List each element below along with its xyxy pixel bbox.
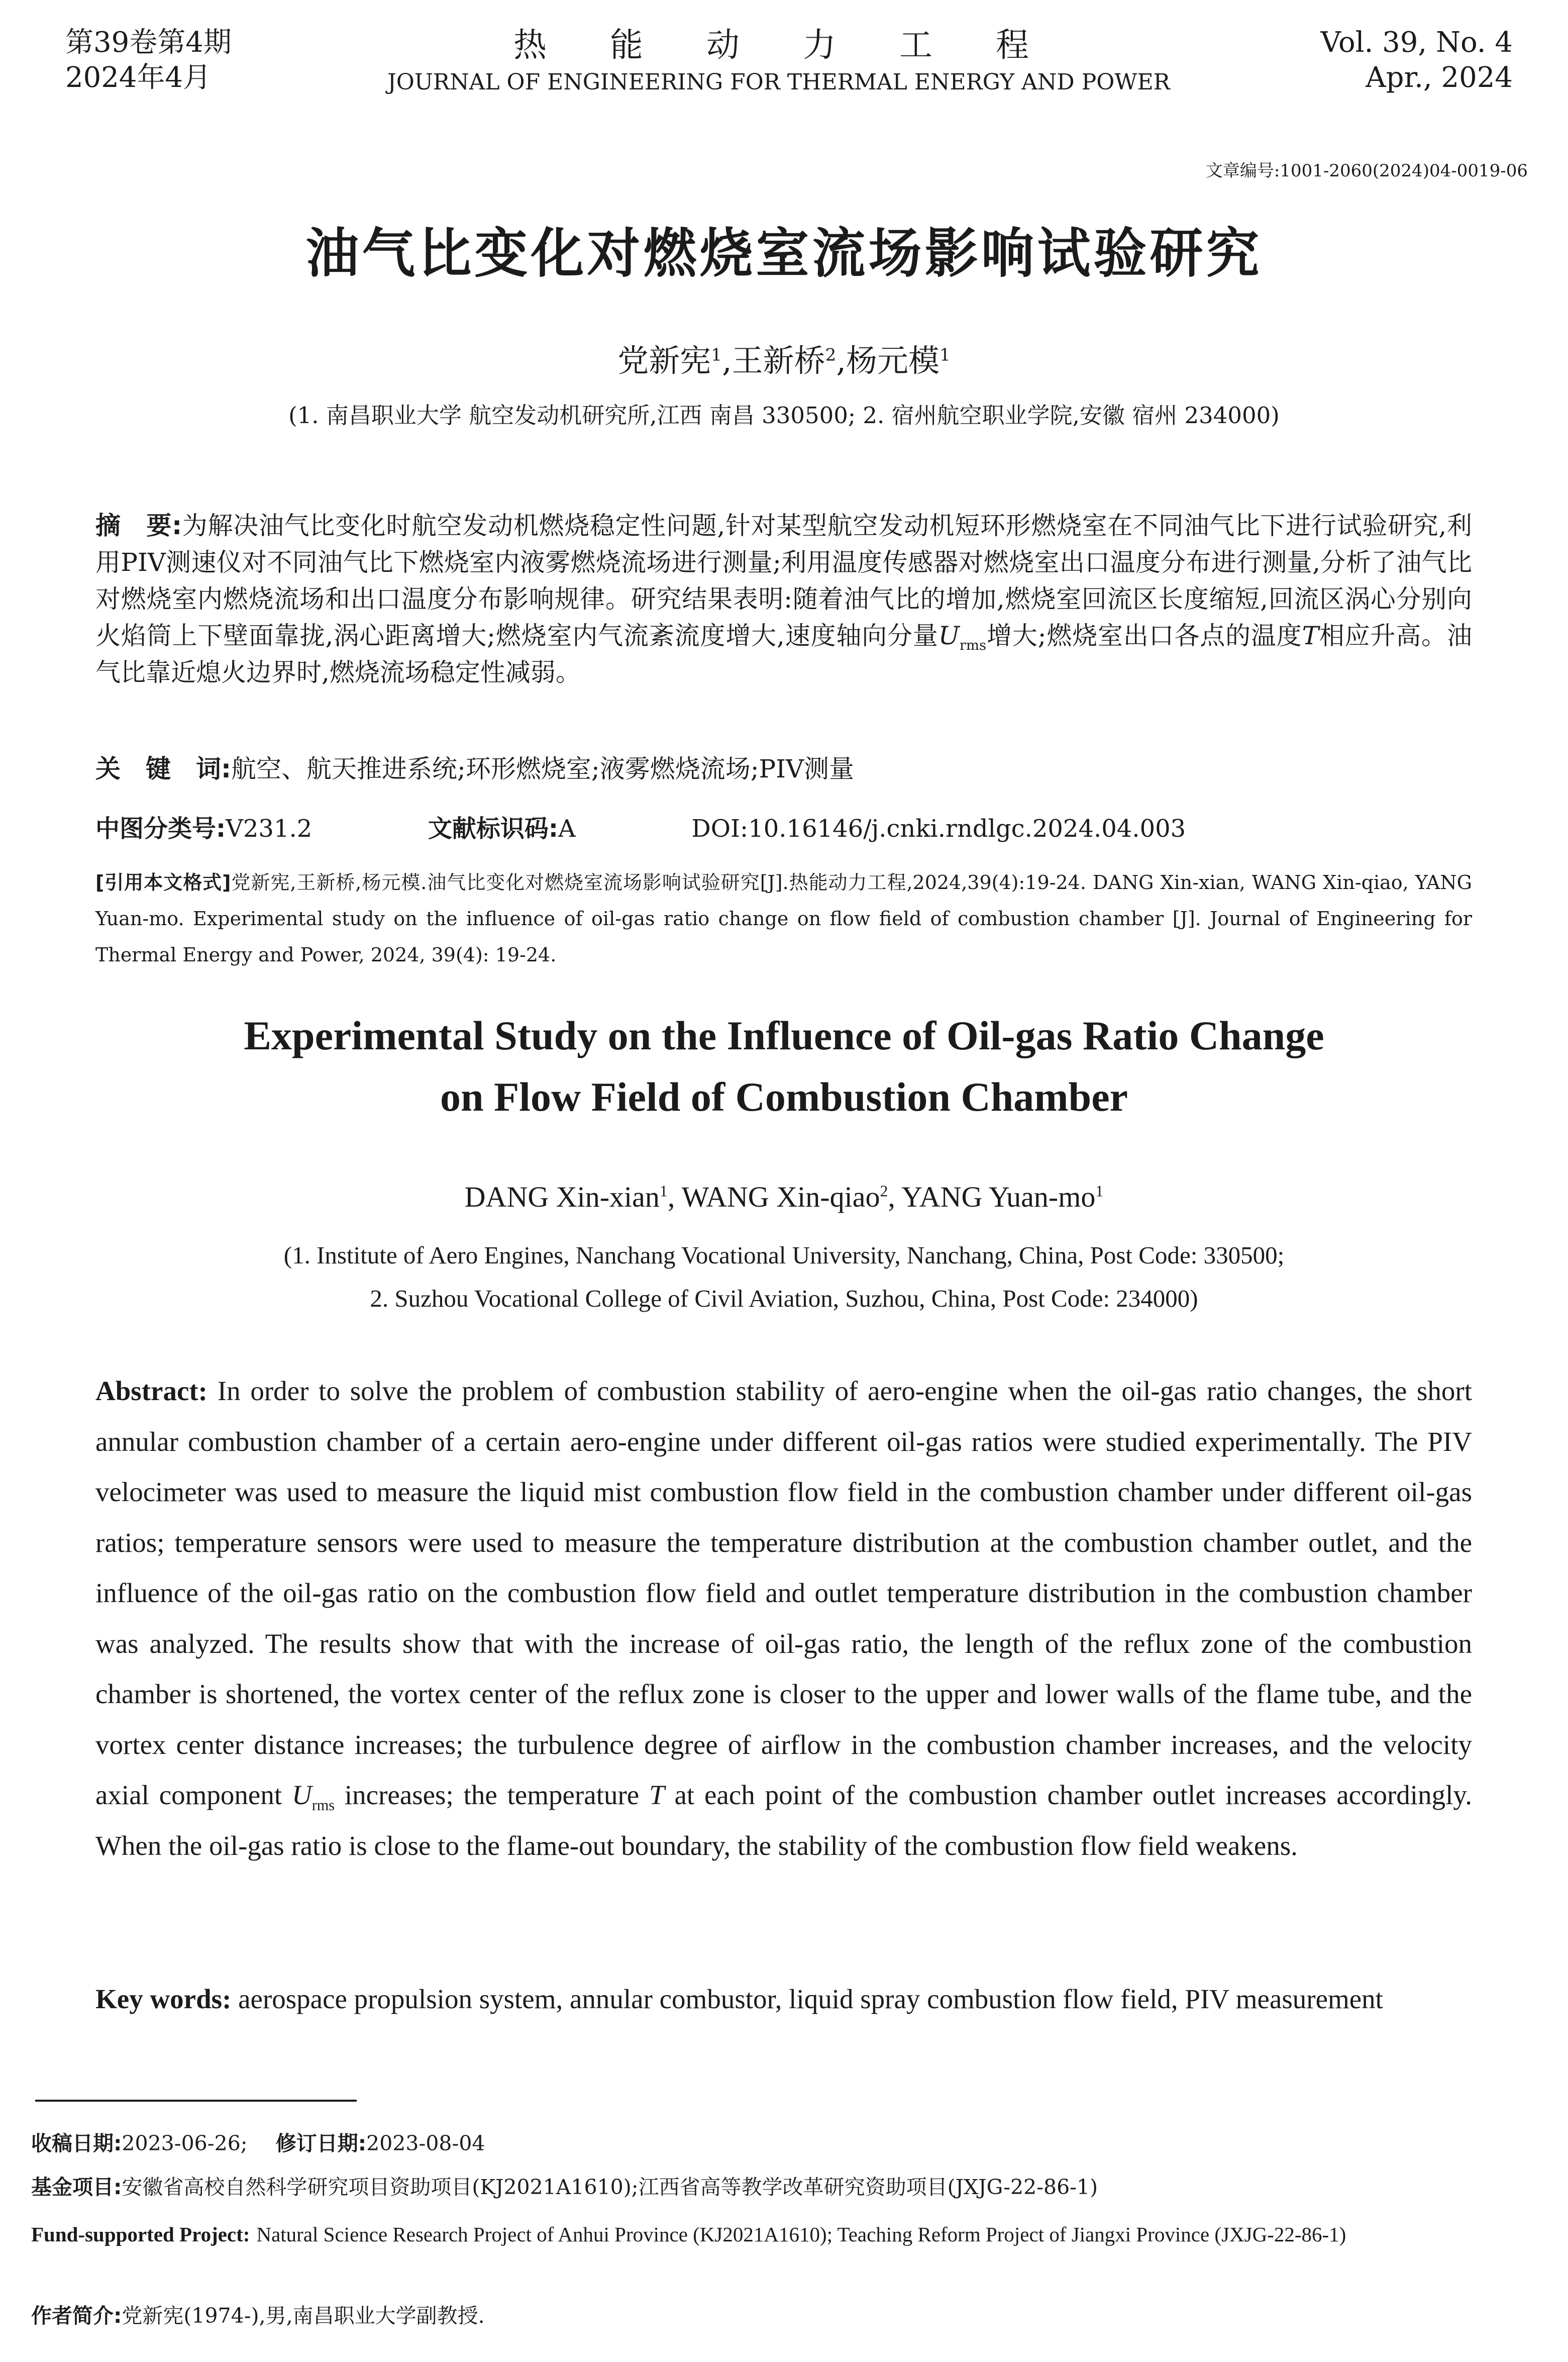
keywords-cn: 关 键 词:航空、航天推进系统;环形燃烧室;液雾燃烧流场;PIV测量 [95, 754, 855, 783]
received-date: 2023-06-26; [122, 2131, 248, 2155]
date-cn: 2024年4月 [65, 61, 212, 94]
footnote-fund-en: Fund-supported Project: Natural Science Research Project of Anhui Province (KJ2021A1610); Teaching Reform Project of Jiangxi Province (JXJG-22-86-1) [31, 2223, 1346, 2246]
abstract-cn: 摘 要:为解决油气比变化时航空发动机燃烧稳定性问题,针对某型航空发动机短环形燃烧室在不同油气比下进行试验研究,利用PIV测速仪对不同油气比下燃烧室内液雾燃烧流场进行测量;利用温度传感器对燃烧室出口温度分布进行测量,分析了油气比对燃烧室内燃烧流场和出口温度分布影响规律。研究结果表明:随着油气比的增加,燃烧室回流区长度缩短,回流区涡心分别向火焰筒上下壁面靠拢,涡心距离增大;燃烧室内气流紊流度增大,速度轴向分量$U_{rms}$增大;燃烧室出口各点的温度T相应升高。油气比靠近熄火边界时,燃烧流场稳定性减弱。 [95, 511, 1472, 687]
classification-line: 中图分类号:V231.2 文献标识码:A DOI:10.16146/j.cnki.rndlgc.2024.04.003 [95, 815, 1186, 843]
author-en-1: DANG Xin-xian [464, 1180, 660, 1213]
journal-masthead [352, 25, 1206, 98]
abstract-en: Abstract: In order to solve the problem of combustion stability of aero-engine when the oil-gas ratio changes, the short annular combustion chamber of a certain aero-engine under different oil-gas ratios were studied experimentally. The PIV velocimeter was used to measure the liquid mist combustion flow field in the combustion chamber under different oil-gas ratios; temperature sensors were used to measure the temperature distribution at the combustion chamber outlet, and the influence of the oil-gas ratio on the combustion flow field and outlet temperature distribution in the combustion chamber was analyzed. The results show that with the increase of oil-gas ratio, the length of the reflux zone of the combustion chamber is shortened, the vortex center of the reflux zone is closer to the upper and lower walls of the flame tube, and the vortex center distance increases; the turbulence degree of airflow in the combustion chamber increases, and the velocity axial component $U_{rms}$ increases; the temperature T at each point of the combustion chamber outlet increases accordingly. When the oil-gas ratio is close to the flame-out boundary, the stability of the combustion flow field weakens. [95, 1375, 1473, 1861]
citation-label: [引用本文格式] [95, 871, 231, 894]
authors-cn: 党新宪$^1$,王新桥$^2$,杨元模$^1$ [617, 342, 951, 379]
volume-en: Vol. 39, No. 4 [1320, 26, 1513, 59]
journal-name-cn: 热 能 动 力 工 程 [513, 26, 1044, 64]
citation: [引用本文格式]党新宪,王新桥,杨元模.油气比变化对燃烧室流场影响试验研究[J].热能动力工程,2024,39(4):19-24. DANG Xin-xian, WANG Xin-qiao, YANG Yuan-mo. Experimental study on the influence of oil-gas ratio change on flow field of combustion chamber [J]. Journal of Engineering for Thermal Energy and Power, 2024, 39(4): 19-24. [95, 871, 1472, 966]
clc-number: V231.2 [226, 815, 312, 843]
revised-date: 2023-08-04 [366, 2131, 485, 2155]
footnote-divider [35, 2100, 357, 2102]
footnote-author: 作者简介:党新宪(1974-),男,南昌职业大学副教授. [31, 2304, 485, 2328]
title-en: Experimental Study on the Influence of Oil-gas Ratio Change on Flow Field of Combustion Chamber [244, 1013, 1324, 1120]
author-en-3: , YANG Yuan-mo [888, 1180, 1096, 1213]
footnote-dates: 收稿日期:2023-06-26; 修订日期:2023-08-04 [31, 2131, 485, 2155]
author-cn-3: ,杨元模 [836, 342, 940, 379]
keywords-en-label: Key words: [95, 1984, 232, 2014]
article-number: 文章编号:1001-2060(2024)04-0019-06 [1205, 161, 1528, 181]
abstract-cn-label: 摘 要: [95, 511, 182, 540]
keywords-cn-label: 关 键 词: [95, 754, 231, 783]
document-code: A [558, 815, 576, 843]
volume-cn: 第39卷第4期 [65, 26, 232, 59]
authors-en: DANG Xin-xian$^1$, WANG Xin-qiao$^2$, YANG Yuan-$mo^1$ [464, 1180, 1104, 1213]
affiliation-en: (1. Institute of Aero Engines, Nanchang Vocational University, Nanchang, China, Post Code: 330500; 2. Suzhou Vocational College of Civil Aviation, Suzhou, China, Post Code: 234000) [283, 1241, 1285, 1312]
affiliation-cn: (1. 南昌职业大学 航空发动机研究所,江西 南昌 330500; 2. 宿州航空职业学院,安徽 宿州 234000) [288, 402, 1280, 429]
author-en-2: , WANG Xin-qiao [667, 1180, 880, 1213]
doi: DOI:10.16146/j.cnki.rndlgc.2024.04.003 [691, 815, 1186, 843]
abstract-en-label: Abstract: [95, 1375, 207, 1406]
keywords-en: Key words: aerospace propulsion system, annular combustor, liquid spray combustion flow field, PIV measurement [95, 1984, 1383, 2014]
author-cn-2: ,王新桥 [721, 342, 825, 379]
volume-issue-en [1321, 25, 1513, 95]
journal-name-en: JOURNAL OF ENGINEERING FOR THERMAL ENERGY AND POWER [387, 69, 1170, 95]
volume-issue-cn [65, 25, 232, 95]
title-cn: 油气比变化对燃烧室流场影响试验研究 [305, 223, 1263, 284]
date-en: Apr., 2024 [1366, 61, 1513, 94]
author-cn-1: 党新宪 [617, 342, 711, 379]
footnote-fund-cn: 基金项目:安徽省高校自然科学研究项目资助项目(KJ2021A1610);江西省高等教学改革研究资助项目(JXJG-22-86-1) [31, 2175, 1098, 2199]
